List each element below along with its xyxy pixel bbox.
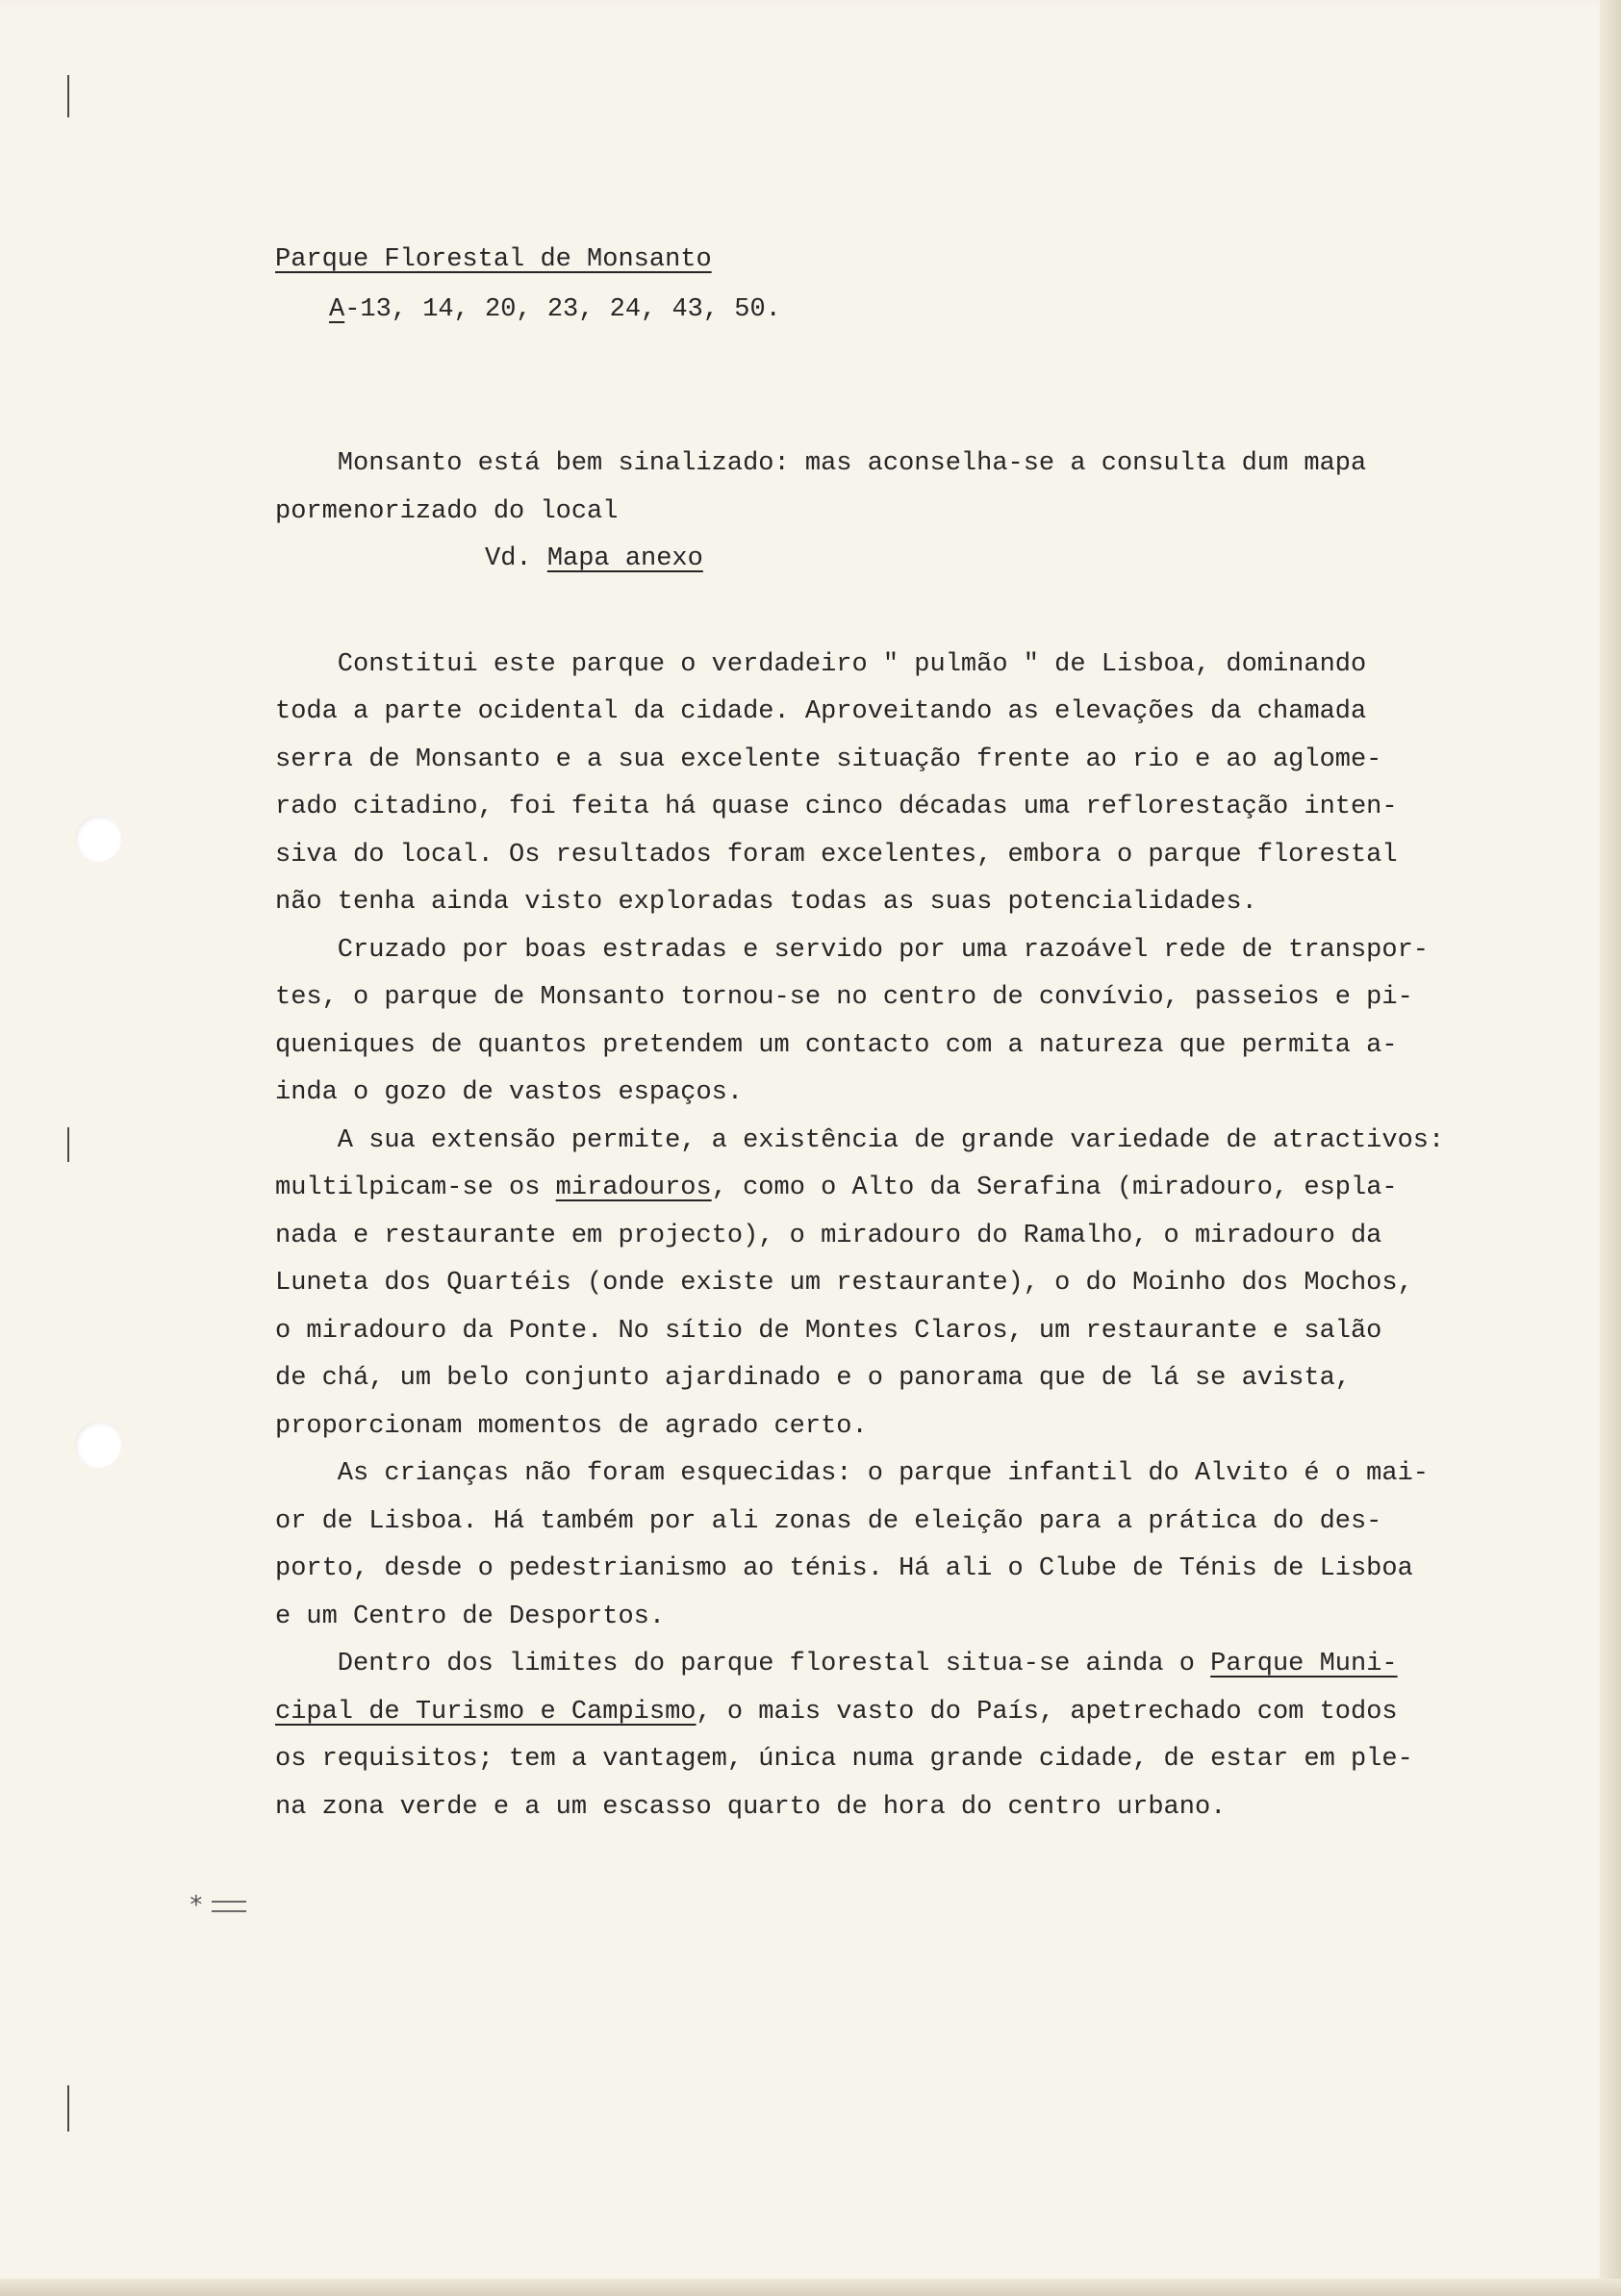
page-title: Parque Florestal de Monsanto: [275, 245, 712, 274]
map-reference-prefix: Vd.: [485, 544, 547, 573]
paragraph-4: [275, 1451, 1555, 1641]
paragraph-5: [275, 1641, 1555, 1831]
margin-double-line: [212, 1901, 246, 1912]
paragraph-line: serra de Monsanto e a sua excelente situação frente ao rio e ao aglome-: [275, 744, 1382, 774]
punch-hole-bottom: [75, 1422, 121, 1468]
paragraph-line: As crianças não foram esquecidas: o parque infantil do Alvito é o mai-: [275, 1459, 1429, 1488]
paragraph-line: não tenha ainda visto exploradas todas as suas potencialidades.: [275, 888, 1257, 917]
paragraph-3: [275, 1118, 1555, 1451]
paragraph-line: o miradouro da Ponte. No sítio de Montes Claros, um restaurante e salão: [275, 1316, 1382, 1346]
paragraph-1: [275, 642, 1555, 927]
text-fragment: , como o Alto da Serafina (miradouro, espla-: [711, 1173, 1398, 1202]
margin-tick-middle: [67, 1127, 69, 1162]
paragraph-line: de chá, um belo conjunto ajardinado e o panorama que de lá se avista,: [275, 1364, 1351, 1393]
campismo-underlined-1: Parque Muni-: [1210, 1650, 1398, 1678]
reference-numbers: -13, 14, 20, 23, 24, 43, 50.: [344, 295, 781, 324]
intro-line: Monsanto está bem sinalizado: mas aconselha-se a consulta dum mapa: [275, 449, 1367, 478]
intro-line: pormenorizado do local: [275, 496, 619, 526]
map-annex-link: Mapa anexo: [546, 544, 703, 573]
text-fragment: , o mais vasto do País, apetrechado com todos: [696, 1697, 1398, 1727]
margin-tick-bottom: [67, 2085, 69, 2132]
campismo-underlined-2: cipal de Turismo e Campismo: [275, 1697, 697, 1727]
paragraph-line: tes, o parque de Monsanto tornou-se no centro de convívio, passeios e pi-: [275, 983, 1413, 1012]
paragraph-line: Luneta dos Quartéis (onde existe um restaurante), o do Moinho dos Mochos,: [275, 1269, 1413, 1298]
paragraph-line: queniques de quantos pretendem um contacto com a natureza que permita a-: [275, 1030, 1398, 1060]
miradouros-underlined: miradouros: [555, 1173, 712, 1202]
paragraph-line: [275, 1165, 1555, 1213]
paragraph-line: siva do local. Os resultados foram excelentes, embora o parque florestal: [275, 840, 1398, 870]
page-edge-bottom: [0, 2279, 1621, 2296]
typewritten-text: [275, 237, 1555, 1831]
paragraph-line: or de Lisboa. Há também por ali zonas de eleição para a prática do des-: [275, 1506, 1382, 1536]
paragraph-line: A sua extensão permite, a existência de grande variedade de atractivos:: [275, 1125, 1445, 1155]
text-fragment: multilpicam-se os: [275, 1173, 556, 1202]
paragraph-2: [275, 927, 1555, 1118]
paragraph-line: Cruzado por boas estradas e servido por uma razoável rede de transpor-: [275, 935, 1429, 965]
reference-codes: [329, 287, 1555, 441]
map-reference: [275, 536, 1555, 584]
paragraph-line: proporcionam momentos de agrado certo.: [275, 1411, 868, 1441]
paragraph-line: rado citadino, foi feita há quase cinco décadas uma reflorestação inten-: [275, 793, 1398, 821]
page-edge-right: [1600, 0, 1621, 2296]
paragraph-line: toda a parte ocidental da cidade. Aproveitando as elevações da chamada: [275, 697, 1367, 726]
paragraph-line: [275, 1689, 1555, 1737]
paragraph-line: porto, desde o pedestrianismo ao ténis. Há ali o Clube de Ténis de Lisboa: [275, 1554, 1413, 1583]
paragraph-line: os requisitos; tem a vantagem, única numa grande cidade, de estar em ple-: [275, 1745, 1413, 1774]
margin-tick-top: [67, 75, 69, 117]
margin-annotation: [189, 1891, 246, 1920]
text-fragment: Dentro dos limites do parque florestal situa-se ainda o: [275, 1650, 1211, 1678]
section-spacer: [275, 584, 1555, 642]
paragraph-line: e um Centro de Desportos.: [275, 1602, 666, 1631]
paragraph-line: Constitui este parque o verdadeiro " pulmão " de Lisboa, dominando: [275, 649, 1367, 679]
paragraph-line: nada e restaurante em projecto), o miradouro do Ramalho, o miradouro da: [275, 1221, 1382, 1250]
paragraph-line: na zona verde e a um escasso quarto de hora do centro urbano.: [275, 1792, 1227, 1822]
paragraph-line: inda o gozo de vastos espaços.: [275, 1078, 744, 1107]
reference-letter: A: [329, 295, 345, 324]
paragraph-line: [275, 1641, 1555, 1689]
margin-asterisk: *: [189, 1891, 206, 1920]
punch-hole-top: [75, 816, 121, 862]
